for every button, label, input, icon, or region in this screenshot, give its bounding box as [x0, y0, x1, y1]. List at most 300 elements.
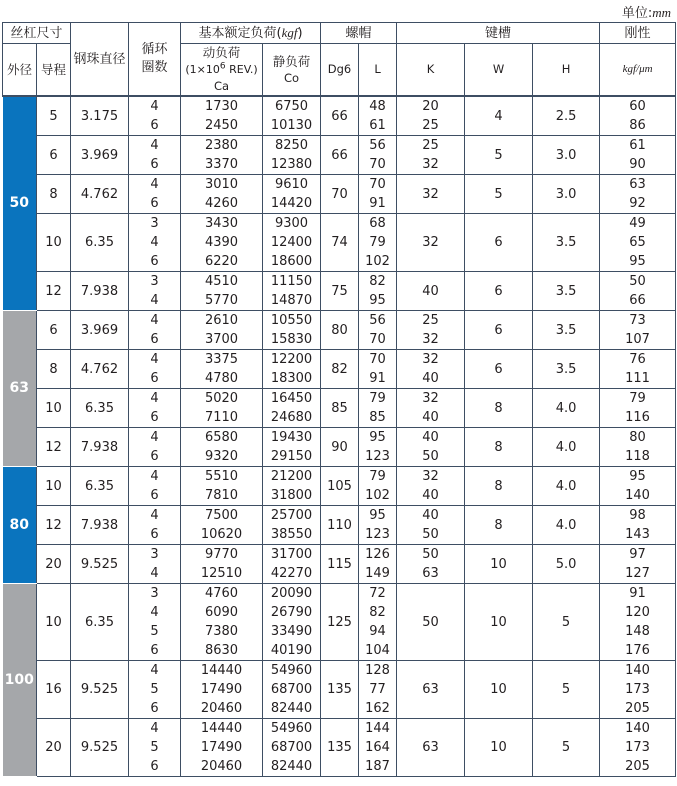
- k-cell: [397, 584, 465, 661]
- rigidity-value: 140: [625, 721, 650, 736]
- rigidity-value: 49: [629, 216, 646, 231]
- dg6-cell: 85: [321, 389, 359, 428]
- circuits-value: 4: [150, 352, 159, 367]
- ball-diameter-cell: 4.762: [71, 350, 129, 389]
- table-row: [3, 175, 676, 214]
- circuits-value: 6: [150, 449, 159, 464]
- l-value: 82: [369, 605, 386, 620]
- dynamic-load-value: 5020: [204, 391, 239, 406]
- w-cell: 6: [465, 214, 533, 272]
- static-load-value: 38550: [270, 527, 313, 542]
- dynamic-load-value: 4760: [204, 586, 239, 601]
- dynamic-load-value: 2450: [204, 118, 239, 133]
- circuits-cell: [129, 136, 181, 175]
- dynamic-load-value: 7110: [204, 410, 239, 425]
- dg6-cell: 74: [321, 214, 359, 272]
- w-cell: 8: [465, 428, 533, 467]
- w-cell: 8: [465, 389, 533, 428]
- dynamic-load-cell: [181, 96, 263, 136]
- l-cell: [359, 545, 397, 584]
- static-load-value: 20090: [270, 586, 313, 601]
- static-load-value: 12200: [270, 352, 313, 367]
- unit-label: 单位:: [621, 6, 653, 21]
- l-cell: [359, 584, 397, 661]
- circuits-value: 4: [150, 430, 159, 445]
- k-value: 32: [422, 235, 439, 250]
- dynamic-load-cell: [181, 584, 263, 661]
- rigidity-value: 63: [629, 177, 646, 192]
- rigidity-value: 118: [625, 449, 650, 464]
- circuits-value: 4: [150, 721, 159, 736]
- ball-diameter-cell: 9.525: [71, 719, 129, 777]
- dynamic-load-cell: [181, 389, 263, 428]
- l-value: 104: [365, 643, 390, 658]
- circuits-value: 4: [150, 663, 159, 678]
- static-load-value: 54960: [270, 721, 313, 736]
- lead-cell: 10: [37, 467, 71, 506]
- k-cell: [397, 661, 465, 719]
- lead-cell: 10: [37, 584, 71, 661]
- header-lead: 导程: [37, 44, 71, 97]
- header-dg6: Dg6: [321, 44, 359, 97]
- circuits-value: 4: [150, 605, 159, 620]
- static-load-cell: [263, 389, 321, 428]
- k-cell: [397, 96, 465, 136]
- dynamic-load-value: 17490: [200, 740, 243, 755]
- l-value: 95: [369, 430, 386, 445]
- static-load-value: 14420: [270, 196, 313, 211]
- circuits-value: 4: [150, 391, 159, 406]
- table-row: [3, 506, 676, 545]
- dynamic-load-value: 9320: [204, 449, 239, 464]
- static-load-cell: [263, 136, 321, 175]
- static-load-label: 静负荷: [272, 53, 311, 69]
- table-row: [3, 545, 676, 584]
- dynamic-load-value: 6580: [204, 430, 239, 445]
- l-cell: [359, 719, 397, 777]
- rigidity-value: 95: [629, 254, 646, 269]
- circuits-cell: [129, 96, 181, 136]
- k-value: 25: [422, 118, 439, 133]
- circuits-value: 6: [150, 371, 159, 386]
- static-load-value: 26790: [270, 605, 313, 620]
- header-w: W: [465, 44, 533, 97]
- h-cell: 4.0: [533, 389, 600, 428]
- static-load-cell: [263, 545, 321, 584]
- circuits-value: 4: [150, 508, 159, 523]
- l-value: 91: [369, 371, 386, 386]
- table-row: [3, 136, 676, 175]
- circuits-value: 6: [150, 157, 159, 172]
- dg6-cell: 82: [321, 350, 359, 389]
- w-cell: 6: [465, 311, 533, 350]
- static-load-cell: [263, 584, 321, 661]
- circuits-value: 4: [150, 177, 159, 192]
- l-cell: [359, 661, 397, 719]
- l-value: 102: [365, 254, 390, 269]
- dynamic-load-value: 12510: [200, 566, 243, 581]
- lead-cell: 10: [37, 389, 71, 428]
- static-load-value: 40190: [270, 643, 313, 658]
- k-cell: [397, 272, 465, 311]
- ball-diameter-cell: 7.938: [71, 428, 129, 467]
- static-load-value: 82440: [270, 701, 313, 716]
- circuits-cell: [129, 389, 181, 428]
- dynamic-load-value: 14440: [200, 721, 243, 736]
- circuits-cell: [129, 467, 181, 506]
- static-load-cell: [263, 350, 321, 389]
- l-value: 187: [365, 759, 390, 774]
- h-cell: 4.0: [533, 506, 600, 545]
- table-header: [3, 23, 676, 97]
- static-load-value: 12380: [270, 157, 313, 172]
- dynamic-load-value: 10620: [200, 527, 243, 542]
- rigidity-value: 140: [625, 663, 650, 678]
- unit-value: mm: [652, 5, 671, 20]
- l-value: 91: [369, 196, 386, 211]
- w-cell: 8: [465, 467, 533, 506]
- l-value: 70: [369, 157, 386, 172]
- l-value: 128: [365, 663, 390, 678]
- k-cell: [397, 428, 465, 467]
- l-cell: [359, 506, 397, 545]
- static-load-value: 8250: [274, 138, 309, 153]
- rigidity-value: 205: [625, 701, 650, 716]
- lead-cell: 20: [37, 545, 71, 584]
- dynamic-load-value: 14440: [200, 663, 243, 678]
- rigidity-value: 86: [629, 118, 646, 133]
- table-row: [3, 661, 676, 719]
- h-cell: 5: [533, 584, 600, 661]
- static-load-value: 82440: [270, 759, 313, 774]
- table-row: [3, 350, 676, 389]
- w-cell: 10: [465, 661, 533, 719]
- dynamic-load-cell: [181, 719, 263, 777]
- table-body: [3, 96, 676, 777]
- l-value: 123: [365, 527, 390, 542]
- rigidity-value: 65: [629, 235, 646, 250]
- rigidity-cell: [600, 467, 676, 506]
- dynamic-load-value: 7810: [204, 488, 239, 503]
- rigidity-value: 73: [629, 313, 646, 328]
- k-value: 25: [422, 138, 439, 153]
- dg6-cell: 66: [321, 136, 359, 175]
- dynamic-load-value: 4510: [204, 274, 239, 289]
- circuits-cell: [129, 584, 181, 661]
- circuits-value: 3: [150, 216, 159, 231]
- rigidity-value: 111: [625, 371, 650, 386]
- ball-diameter-cell: 4.762: [71, 175, 129, 214]
- circuits-value: 6: [150, 410, 159, 425]
- dynamic-load-value: 20460: [200, 759, 243, 774]
- ball-diameter-cell: 3.969: [71, 311, 129, 350]
- dynamic-load-cell: [181, 214, 263, 272]
- l-value: 70: [369, 332, 386, 347]
- l-cell: [359, 467, 397, 506]
- l-cell: [359, 96, 397, 136]
- ball-diameter-cell: 9.525: [71, 545, 129, 584]
- lead-cell: 12: [37, 272, 71, 311]
- l-value: 72: [369, 586, 386, 601]
- k-value: 40: [422, 508, 439, 523]
- dynamic-load-label: 动负荷: [202, 45, 241, 60]
- static-load-value: 29150: [270, 449, 313, 464]
- w-cell: 5: [465, 175, 533, 214]
- w-cell: 10: [465, 719, 533, 777]
- h-cell: 3.5: [533, 311, 600, 350]
- lead-cell: 12: [37, 428, 71, 467]
- k-cell: [397, 545, 465, 584]
- w-cell: 6: [465, 272, 533, 311]
- circuits-value: 3: [150, 274, 159, 289]
- static-load-cell: [263, 661, 321, 719]
- header-static-load: [263, 44, 321, 97]
- dg6-cell: 66: [321, 96, 359, 136]
- ball-diameter-cell: 7.938: [71, 506, 129, 545]
- k-value: 32: [422, 352, 439, 367]
- static-load-value: 18600: [270, 254, 313, 269]
- dg6-cell: 70: [321, 175, 359, 214]
- static-load-cell: [263, 719, 321, 777]
- co-label: Co: [283, 70, 300, 85]
- l-value: 56: [369, 138, 386, 153]
- header-ball-diameter: 钢珠直径: [71, 23, 129, 97]
- l-value: 79: [369, 235, 386, 250]
- l-value: 102: [365, 488, 390, 503]
- dg6-cell: 125: [321, 584, 359, 661]
- dg6-cell: 110: [321, 506, 359, 545]
- dg6-cell: 90: [321, 428, 359, 467]
- rigidity-value: 90: [629, 157, 646, 172]
- static-load-cell: [263, 175, 321, 214]
- k-value: 40: [422, 488, 439, 503]
- header-nut: 螺帽: [321, 23, 397, 44]
- static-load-value: 12400: [270, 235, 313, 250]
- static-load-value: 68700: [270, 740, 313, 755]
- l-value: 149: [365, 566, 390, 581]
- circuits-cell: [129, 719, 181, 777]
- rigidity-value: 127: [625, 566, 650, 581]
- k-value: 50: [422, 614, 439, 630]
- load-rating-label: 基本额定负荷(: [198, 26, 282, 41]
- l-value: 56: [369, 313, 386, 328]
- dynamic-load-value: 6220: [204, 254, 239, 269]
- static-load-value: 24680: [270, 410, 313, 425]
- ball-diameter-cell: 6.35: [71, 584, 129, 661]
- dynamic-load-value: 3370: [204, 157, 239, 172]
- h-cell: 3.0: [533, 175, 600, 214]
- rev-note: [181, 61, 262, 78]
- l-cell: [359, 136, 397, 175]
- dg6-cell: 135: [321, 661, 359, 719]
- k-value: 20: [422, 99, 439, 114]
- static-load-value: 10130: [270, 118, 313, 133]
- table-row: [3, 584, 676, 661]
- rigidity-value: 98: [629, 508, 646, 523]
- k-cell: [397, 175, 465, 214]
- rigidity-cell: [600, 506, 676, 545]
- header-h: H: [533, 44, 600, 97]
- dg6-cell: 75: [321, 272, 359, 311]
- static-load-value: 68700: [270, 682, 313, 697]
- circuits-cell: [129, 272, 181, 311]
- header-rigidity-unit: kgf/μm: [600, 44, 676, 97]
- l-cell: [359, 428, 397, 467]
- h-cell: 4.0: [533, 428, 600, 467]
- h-cell: 4.0: [533, 467, 600, 506]
- h-cell: 5: [533, 661, 600, 719]
- circuits-cell: [129, 545, 181, 584]
- outer-diameter-cell: 63: [3, 311, 37, 467]
- circuits-value: 3: [150, 586, 159, 601]
- l-value: 85: [369, 410, 386, 425]
- rigidity-cell: [600, 214, 676, 272]
- k-cell: [397, 467, 465, 506]
- k-value: 40: [422, 283, 439, 299]
- dynamic-load-value: 3700: [204, 332, 239, 347]
- dynamic-load-cell: [181, 428, 263, 467]
- load-unit: kgf: [281, 25, 298, 40]
- rigidity-cell: [600, 350, 676, 389]
- static-load-value: 11150: [270, 274, 313, 289]
- circuits-value: 6: [150, 759, 159, 774]
- dynamic-load-value: 5770: [204, 293, 239, 308]
- k-cell: [397, 506, 465, 545]
- dynamic-load-value: 3010: [204, 177, 239, 192]
- rigidity-value: 148: [625, 624, 650, 639]
- static-load-value: 15830: [270, 332, 313, 347]
- circuits-value: 4: [150, 293, 159, 308]
- k-cell: [397, 136, 465, 175]
- dynamic-load-value: 3430: [204, 216, 239, 231]
- lead-cell: 8: [37, 350, 71, 389]
- rigidity-value: 143: [625, 527, 650, 542]
- static-load-value: 9610: [274, 177, 309, 192]
- k-value: 50: [422, 547, 439, 562]
- l-cell: [359, 311, 397, 350]
- l-value: 162: [365, 701, 390, 716]
- l-value: 70: [369, 177, 386, 192]
- w-cell: 6: [465, 350, 533, 389]
- l-value: 95: [369, 293, 386, 308]
- rigidity-cell: [600, 389, 676, 428]
- dynamic-load-value: 17490: [200, 682, 243, 697]
- static-load-value: 18300: [270, 371, 313, 386]
- k-value: 50: [422, 527, 439, 542]
- h-cell: 5: [533, 719, 600, 777]
- load-close: ): [297, 26, 303, 41]
- w-cell: 8: [465, 506, 533, 545]
- dynamic-load-cell: [181, 545, 263, 584]
- k-value: 32: [422, 157, 439, 172]
- k-value: 32: [422, 391, 439, 406]
- rigidity-value: 66: [629, 293, 646, 308]
- rigidity-cell: [600, 719, 676, 777]
- k-cell: [397, 350, 465, 389]
- dynamic-load-cell: [181, 467, 263, 506]
- circuits-value: 6: [150, 118, 159, 133]
- static-load-value: 33490: [270, 624, 313, 639]
- lead-cell: 6: [37, 136, 71, 175]
- l-cell: [359, 214, 397, 272]
- dg6-cell: 105: [321, 467, 359, 506]
- k-cell: [397, 311, 465, 350]
- l-value: 68: [369, 216, 386, 231]
- rigidity-cell: [600, 545, 676, 584]
- k-value: 25: [422, 313, 439, 328]
- header-screw-size: 丝杠尺寸: [3, 23, 71, 44]
- ball-diameter-cell: 3.175: [71, 96, 129, 136]
- static-load-cell: [263, 506, 321, 545]
- rigidity-value: 80: [629, 430, 646, 445]
- header-dynamic-load: [181, 44, 263, 97]
- dynamic-load-value: 2380: [204, 138, 239, 153]
- k-cell: [397, 214, 465, 272]
- table-row: [3, 719, 676, 777]
- static-load-value: 54960: [270, 663, 313, 678]
- circuits-value: 4: [150, 235, 159, 250]
- circuits-cell: [129, 350, 181, 389]
- rigidity-value: 95: [629, 469, 646, 484]
- static-load-value: 42270: [270, 566, 313, 581]
- l-value: 48: [369, 99, 386, 114]
- k-value: 63: [422, 566, 439, 581]
- static-load-value: 25700: [270, 508, 313, 523]
- circuits-value: 6: [150, 254, 159, 269]
- dynamic-load-value: 2610: [204, 313, 239, 328]
- l-value: 61: [369, 118, 386, 133]
- static-load-value: 14870: [270, 293, 313, 308]
- rigidity-value: 173: [625, 682, 650, 697]
- circuits-value: 4: [150, 99, 159, 114]
- dg6-cell: 80: [321, 311, 359, 350]
- rigidity-value: 176: [625, 643, 650, 658]
- circuits-value: 4: [150, 138, 159, 153]
- l-value: 144: [365, 721, 390, 736]
- ca-label: Ca: [213, 79, 230, 93]
- l-value: 82: [369, 274, 386, 289]
- table-row: [3, 428, 676, 467]
- l-value: 77: [369, 682, 386, 697]
- static-load-value: 9300: [274, 216, 309, 231]
- rigidity-value: 116: [625, 410, 650, 425]
- circuits-cell: [129, 506, 181, 545]
- static-load-value: 6750: [274, 99, 309, 114]
- w-cell: 10: [465, 545, 533, 584]
- dynamic-load-value: 4390: [204, 235, 239, 250]
- outer-diameter-cell: 80: [3, 467, 37, 584]
- rigidity-value: 91: [629, 586, 646, 601]
- header-rigidity: 刚性: [600, 23, 676, 44]
- circuits-value: 5: [150, 624, 159, 639]
- rigidity-value: 173: [625, 740, 650, 755]
- dynamic-load-value: 4780: [204, 371, 239, 386]
- rigidity-cell: [600, 96, 676, 136]
- rigidity-value: 140: [625, 488, 650, 503]
- lead-cell: 6: [37, 311, 71, 350]
- h-cell: 5.0: [533, 545, 600, 584]
- dynamic-load-cell: [181, 272, 263, 311]
- circuits-cell: [129, 214, 181, 272]
- k-value: 63: [422, 740, 439, 755]
- lead-cell: 10: [37, 214, 71, 272]
- l-cell: [359, 175, 397, 214]
- h-cell: 3.5: [533, 214, 600, 272]
- rigidity-value: 97: [629, 547, 646, 562]
- l-cell: [359, 350, 397, 389]
- l-cell: [359, 389, 397, 428]
- rigidity-value: 79: [629, 391, 646, 406]
